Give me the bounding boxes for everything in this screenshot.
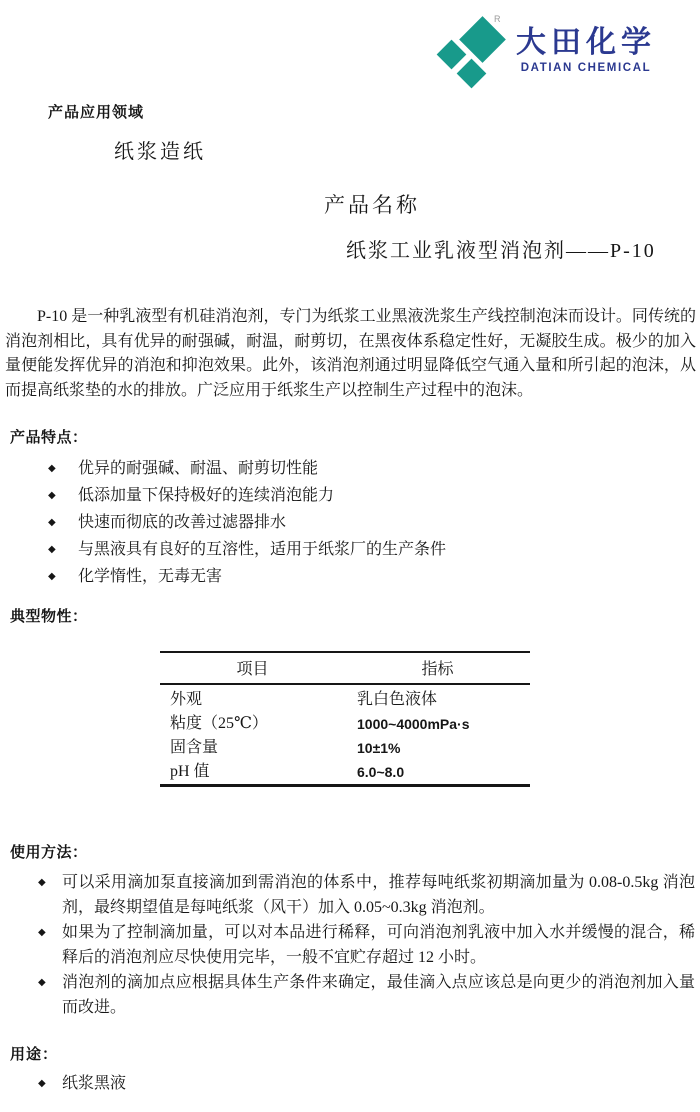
bullet-diamond-icon: ◆: [38, 927, 46, 938]
brand-name-en: DATIAN CHEMICAL: [520, 61, 652, 74]
prop-value: 10±1%: [357, 740, 401, 756]
feature-item: [48, 455, 700, 482]
prop-value: 6.0~8.0: [357, 764, 405, 780]
table-row: [160, 712, 530, 736]
feature-item: [48, 536, 700, 563]
usage-section: [0, 844, 700, 1020]
bullet-diamond-icon: ◆: [38, 977, 46, 988]
prop-name: 外观: [170, 691, 203, 708]
features-heading: 产品特点：: [10, 430, 88, 446]
bullet-diamond-icon: ◆: [48, 490, 56, 501]
bullet-diamond-icon: ◆: [48, 544, 56, 555]
uses-heading: 用途：: [10, 1047, 59, 1063]
uses-list: [0, 1071, 700, 1096]
uses-item: [38, 1071, 695, 1096]
application-field-label: 产品应用领域: [48, 105, 145, 121]
brand-diamond-icon: [432, 12, 508, 92]
product-name-value: 纸浆工业乳液型消泡剂——P-10: [346, 240, 656, 262]
prop-value: 乳白色液体: [357, 691, 438, 708]
feature-item-text: 与黑液具有良好的互溶性，适用于纸浆厂的生产条件: [78, 541, 447, 558]
table-header-row: [160, 652, 530, 684]
prop-value: 1000~4000mPa·s: [357, 716, 470, 732]
bullet-diamond-icon: ◆: [48, 463, 56, 474]
product-name-label: 产品名称: [324, 193, 420, 217]
properties-heading: 典型物性：: [10, 609, 88, 625]
usage-item-text: 如果为了控制滴加量，可以对本品进行稀释，可向消泡剂乳液中加入水并缓慢的混合，稀释后的消泡剂应尽快使用完毕，一般不宜贮存超过 12 小时。: [62, 924, 695, 966]
brand-text-block: [516, 12, 656, 74]
bullet-diamond-icon: ◆: [48, 517, 56, 528]
usage-item: [38, 970, 695, 1020]
uses-item-text: 纸浆黑液: [62, 1075, 127, 1092]
feature-item: [48, 563, 700, 590]
feature-item-text: 快速而彻底的改善过滤器排水: [78, 514, 287, 531]
feature-item: [48, 509, 700, 536]
table-row: [160, 736, 530, 760]
table-row: [160, 684, 530, 712]
features-section: [0, 429, 700, 590]
features-list: [0, 455, 700, 590]
feature-item-text: 化学惰性，无毒无害: [78, 568, 223, 585]
usage-list: [0, 870, 700, 1020]
usage-item-text: 消泡剂的滴加点应根据具体生产条件来确定，最佳滴入点应该总是向更少的消泡剂加入量而改进。: [62, 974, 695, 1016]
usage-item: [38, 920, 695, 970]
bullet-diamond-icon: ◆: [38, 1078, 46, 1089]
prop-name: 固含量: [170, 739, 219, 756]
brand-name-cn: 大田化学: [516, 26, 656, 59]
properties-table: [160, 651, 530, 787]
application-field-value: 纸浆造纸: [114, 141, 206, 163]
usage-heading: 使用方法：: [10, 845, 88, 861]
prop-name: 粘度（25℃）: [170, 715, 268, 732]
table-header-indicator: 指标: [345, 652, 530, 684]
table-row: [160, 760, 530, 786]
properties-section: [0, 608, 700, 787]
usage-item-text: 可以采用滴加泵直接滴加到需消泡的体系中，推荐每吨纸浆初期滴加量为 0.08-0.5kg 消泡剂，最终期望值是每吨纸浆（风干）加入 0.05~0.3kg 消泡剂。: [62, 874, 695, 916]
diamond-shape-left: [437, 40, 467, 70]
usage-item: [38, 870, 695, 920]
feature-item-text: 低添加量下保持极好的连续消泡能力: [78, 487, 335, 504]
bullet-diamond-icon: ◆: [38, 877, 46, 888]
registered-trademark: R: [494, 14, 501, 24]
feature-item: [48, 482, 700, 509]
uses-section: [0, 1046, 700, 1096]
intro-paragraph: P-10 是一种乳液型有机硅消泡剂，专门为纸浆工业黑液洗浆生产线控制泡沫而设计。同传统的消泡剂相比，具有优异的耐强碱，耐温，耐剪切，在黑夜体系稳定性好，无凝胶生成。极少的加入量便能发挥优异的消泡和抑泡效果。此外，该消泡剂通过明显降低空气通入量和所引起的泡沫，从而提高纸浆垫的水的排放。广泛应用于纸浆生产以控制生产过程中的泡沫。: [5, 308, 696, 399]
bullet-diamond-icon: ◆: [48, 571, 56, 582]
prop-name: pH 值: [170, 763, 210, 780]
table-header-item: 项目: [160, 652, 345, 684]
header-logo: [432, 12, 656, 92]
feature-item-text: 优异的耐强碱、耐温、耐剪切性能: [78, 460, 319, 477]
